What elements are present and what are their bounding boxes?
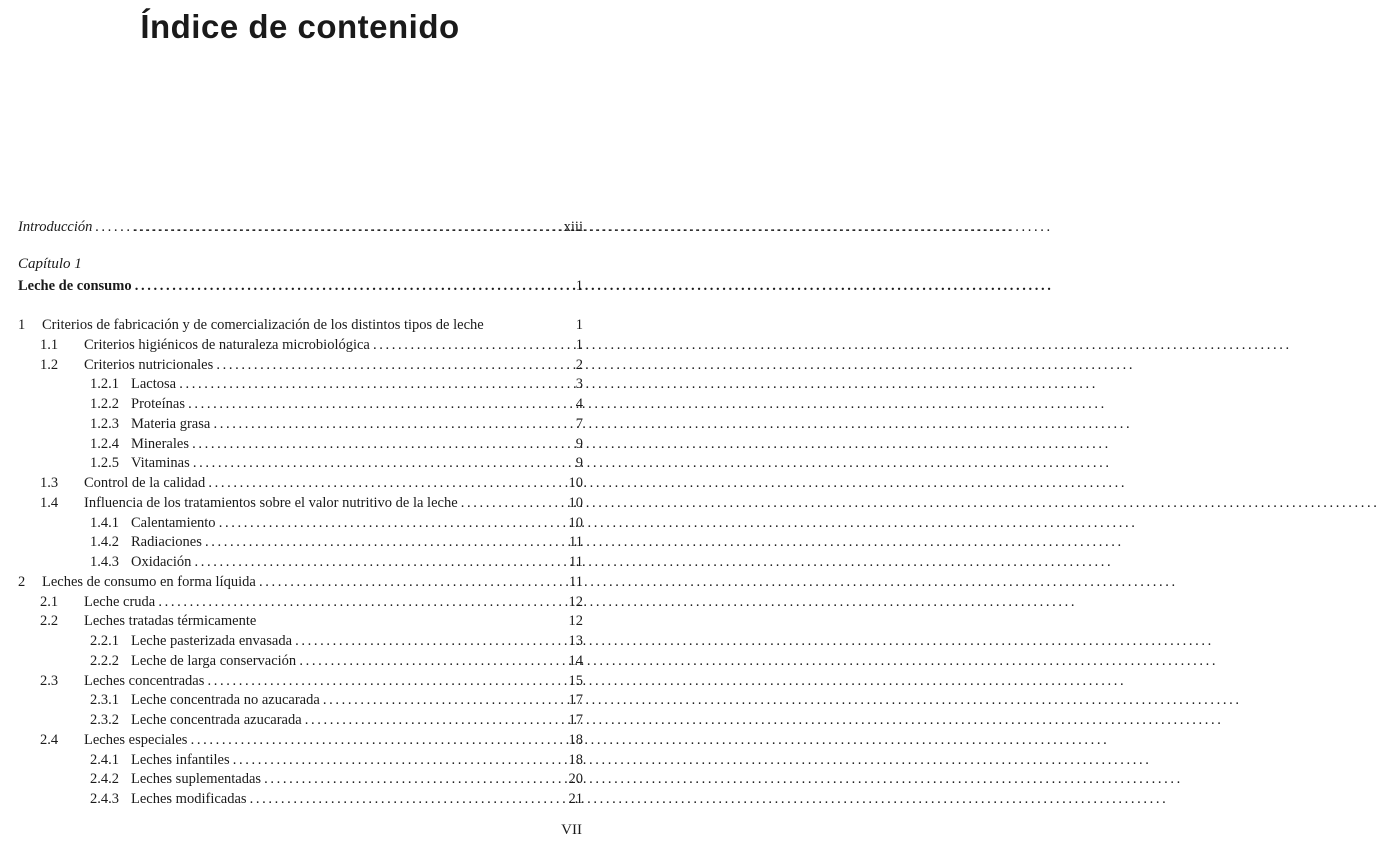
introduction-page: xiii <box>563 219 583 235</box>
toc-entry-title-wrap <box>131 414 558 434</box>
toc-entry-title: Radiaciones <box>131 534 202 551</box>
toc-entry-title: Leche cruda <box>84 593 156 610</box>
toc-entry-title-wrap <box>131 789 558 809</box>
toc-entry-2-2-1[interactable] <box>0 631 600 651</box>
toc-entry-number: 1.4.1 <box>90 514 119 531</box>
toc-entry-1-1[interactable] <box>0 335 600 355</box>
toc-entry-1-2-2[interactable] <box>0 394 600 414</box>
toc-entry-number: 2.4.3 <box>90 791 119 807</box>
toc-entry-title-wrap <box>42 315 558 335</box>
toc-entry-page: 18 <box>568 731 583 748</box>
toc-entry-number: 2.3.1 <box>90 692 119 709</box>
toc-entry-2-2[interactable] <box>0 611 600 631</box>
toc-entry-title-wrap <box>84 592 558 612</box>
toc-entry-page: 11 <box>569 554 583 570</box>
toc-entry-page: 4 <box>575 396 583 412</box>
toc-entry-number: 1.4.2 <box>90 534 119 551</box>
toc-entry-title-wrap <box>131 769 558 789</box>
toc-entry-number: 1.2.2 <box>90 396 119 412</box>
toc-entry-page: 1 <box>575 317 583 333</box>
toc-entry-page: 20 <box>568 771 583 788</box>
toc-entry-2[interactable] <box>0 572 600 592</box>
toc-entry-1[interactable] <box>0 315 600 335</box>
toc-entry-page: 21 <box>568 791 583 807</box>
toc-entry-title-wrap <box>131 513 558 533</box>
toc-entry-title-wrap <box>84 493 558 513</box>
toc-entry-title: Influencia de los tratamientos sobre el valor nutritivo de la leche <box>84 494 458 511</box>
toc-entry-title-wrap <box>84 355 558 375</box>
toc-entry-1-3[interactable] <box>0 473 600 493</box>
toc-entry-2-2-2[interactable] <box>0 651 600 671</box>
toc-entry-title: Materia grasa <box>131 415 211 432</box>
toc-entry-title-wrap <box>131 374 558 394</box>
toc-entry-page: 2 <box>575 356 583 373</box>
toc-entry-1-4-3[interactable] <box>0 552 600 572</box>
toc-entry-title-wrap <box>131 750 558 770</box>
toc-entry-2-4-1[interactable] <box>0 750 600 770</box>
toc-entry-number: 2.4.2 <box>90 771 119 788</box>
toc-entry-number: 2.2.1 <box>90 633 119 649</box>
toc-entry-2-3[interactable] <box>0 671 600 691</box>
toc-entry-page: 3 <box>575 376 583 393</box>
toc-entry-page: 10 <box>568 494 583 511</box>
toc-entry-page: 17 <box>568 712 583 728</box>
toc-entry-number: 2.1 <box>40 593 59 610</box>
chapter-title: Leche de consumo <box>18 278 132 294</box>
toc-entry-number: 1.2.5 <box>90 455 119 472</box>
toc-entry-number: 1.4 <box>40 494 59 511</box>
toc-entry-title-wrap <box>84 730 558 750</box>
toc-entry-title-wrap <box>131 434 558 454</box>
toc-entry-title: Oxidación <box>131 554 192 570</box>
toc-entry-number: 1.4.3 <box>90 554 119 570</box>
toc-entry-number: 2.4 <box>40 731 59 748</box>
introduction-label: Introducción <box>18 219 93 235</box>
toc-entry-title: Leches tratadas térmicamente <box>84 613 257 630</box>
toc-entry-number: 2 <box>18 573 26 590</box>
toc-entry-title: Proteínas <box>131 396 185 412</box>
introduction-leader <box>134 217 558 237</box>
toc-entry-number: 1.1 <box>40 336 59 353</box>
toc-entry-title: Leche pasterizada envasada <box>131 633 293 649</box>
toc-entry-title-wrap <box>84 473 558 493</box>
toc-entry-page: 1 <box>575 336 583 353</box>
toc-entry-page: 10 <box>568 475 583 491</box>
toc-entry-number: 1.3 <box>40 475 59 491</box>
toc-entry-title: Leches especiales <box>84 731 188 748</box>
toc-entry-page: 18 <box>568 751 583 768</box>
toc-entry-title-wrap <box>131 552 558 572</box>
toc-entry-title-wrap <box>131 394 558 414</box>
toc-entry-chapter[interactable] <box>0 276 600 296</box>
toc-entry-1-2-5[interactable] <box>0 453 600 473</box>
chapter-label: Capítulo 1 <box>18 256 82 272</box>
toc-entry-title: Criterios de fabricación y de comercialización de los distintos tipos de leche <box>42 317 484 333</box>
toc-entry-1-4-1[interactable] <box>0 513 600 533</box>
toc-entry-title-wrap <box>84 671 558 691</box>
toc-entry-page: 7 <box>575 415 583 432</box>
toc-entry-page: 11 <box>569 573 583 590</box>
toc-entry-number: 2.2 <box>40 613 59 630</box>
toc-entry-page: 15 <box>568 672 583 689</box>
toc-entry-number: 1.2 <box>40 356 59 373</box>
toc-entry-1-2-1[interactable] <box>0 374 600 394</box>
toc-entry-2-4[interactable] <box>0 730 600 750</box>
toc-entry-title: Lactosa <box>131 376 177 393</box>
toc-entry-title: Leches suplementadas <box>131 771 262 788</box>
toc-entry-number: 2.4.1 <box>90 751 119 768</box>
toc-entry-title-wrap <box>131 690 558 710</box>
toc-entry-page: 17 <box>568 692 583 709</box>
toc-entry-title: Minerales <box>131 435 189 452</box>
toc-entry-title: Criterios higiénicos de naturaleza microbiológica <box>84 336 370 353</box>
toc-entry-number: 2.2.2 <box>90 652 119 669</box>
toc-entry-title: Control de la calidad <box>84 475 206 491</box>
toc-entry-title-wrap <box>84 611 558 631</box>
page-title: Índice de contenido <box>140 8 460 45</box>
toc-entry-title-wrap <box>84 335 558 355</box>
toc-entry-2-1[interactable] <box>0 592 600 612</box>
toc-entry-1-2-4[interactable] <box>0 434 600 454</box>
toc-entry-page: 11 <box>569 534 583 551</box>
toc-entry-page: 14 <box>568 652 583 669</box>
toc-entry-page: 9 <box>575 455 583 472</box>
toc-entry-title: Leche concentrada azucarada <box>131 712 302 728</box>
toc-entry-title: Leche concentrada no azucarada <box>131 692 320 709</box>
toc-entry-number: 1.2.3 <box>90 415 119 432</box>
toc-entry-2-4-2[interactable] <box>0 769 600 789</box>
toc-entry-title-wrap <box>42 572 558 592</box>
toc-entry-1-4-2[interactable] <box>0 532 600 552</box>
toc-entry-2-3-2[interactable] <box>0 710 600 730</box>
toc-entry-title: Vitaminas <box>131 455 190 472</box>
toc-entry-number: 2.3 <box>40 672 59 689</box>
page-folio: VII <box>561 822 582 838</box>
toc-entry-number: 2.3.2 <box>90 712 119 728</box>
toc-entry-title-wrap <box>131 710 558 730</box>
toc-entry-1-2[interactable] <box>0 355 600 375</box>
toc-entry-page: 9 <box>575 435 583 452</box>
toc-entry-2-4-3[interactable] <box>0 789 600 809</box>
toc-entry-title: Leches concentradas <box>84 672 205 689</box>
toc-entry-title: Leches de consumo en forma líquida <box>42 573 256 590</box>
toc-entry-page: 10 <box>568 514 583 531</box>
toc-entry-1-4[interactable] <box>0 493 600 513</box>
toc-entry-page: 12 <box>568 593 583 610</box>
toc-entry-title-wrap <box>131 651 558 671</box>
toc-entry-title: Criterios nutricionales <box>84 356 214 373</box>
toc-entry-introduction[interactable] <box>0 217 600 237</box>
toc-entry-title: Leches modificadas <box>131 791 247 807</box>
toc-entry-title: Calentamiento <box>131 514 216 531</box>
toc-entry-2-3-1[interactable] <box>0 690 600 710</box>
toc-entry-title-wrap <box>131 631 558 651</box>
toc-entry-number: 1.2.4 <box>90 435 119 452</box>
toc-entry-title: Leche de larga conservación <box>131 652 297 669</box>
toc-entry-title-wrap <box>131 453 558 473</box>
toc-entry-title: Leches infantiles <box>131 751 230 768</box>
toc-entry-number: 1 <box>18 317 26 333</box>
toc-entry-page: 12 <box>568 613 583 630</box>
toc-entry-page: 13 <box>568 633 583 649</box>
introduction-label-wrap <box>18 217 93 237</box>
toc-entry-title-wrap <box>131 532 558 552</box>
chapter-page: 1 <box>575 278 583 294</box>
toc-entry-number: 1.2.1 <box>90 376 119 393</box>
toc-entry-1-2-3[interactable] <box>0 414 600 434</box>
chapter-title-wrap <box>18 276 558 296</box>
